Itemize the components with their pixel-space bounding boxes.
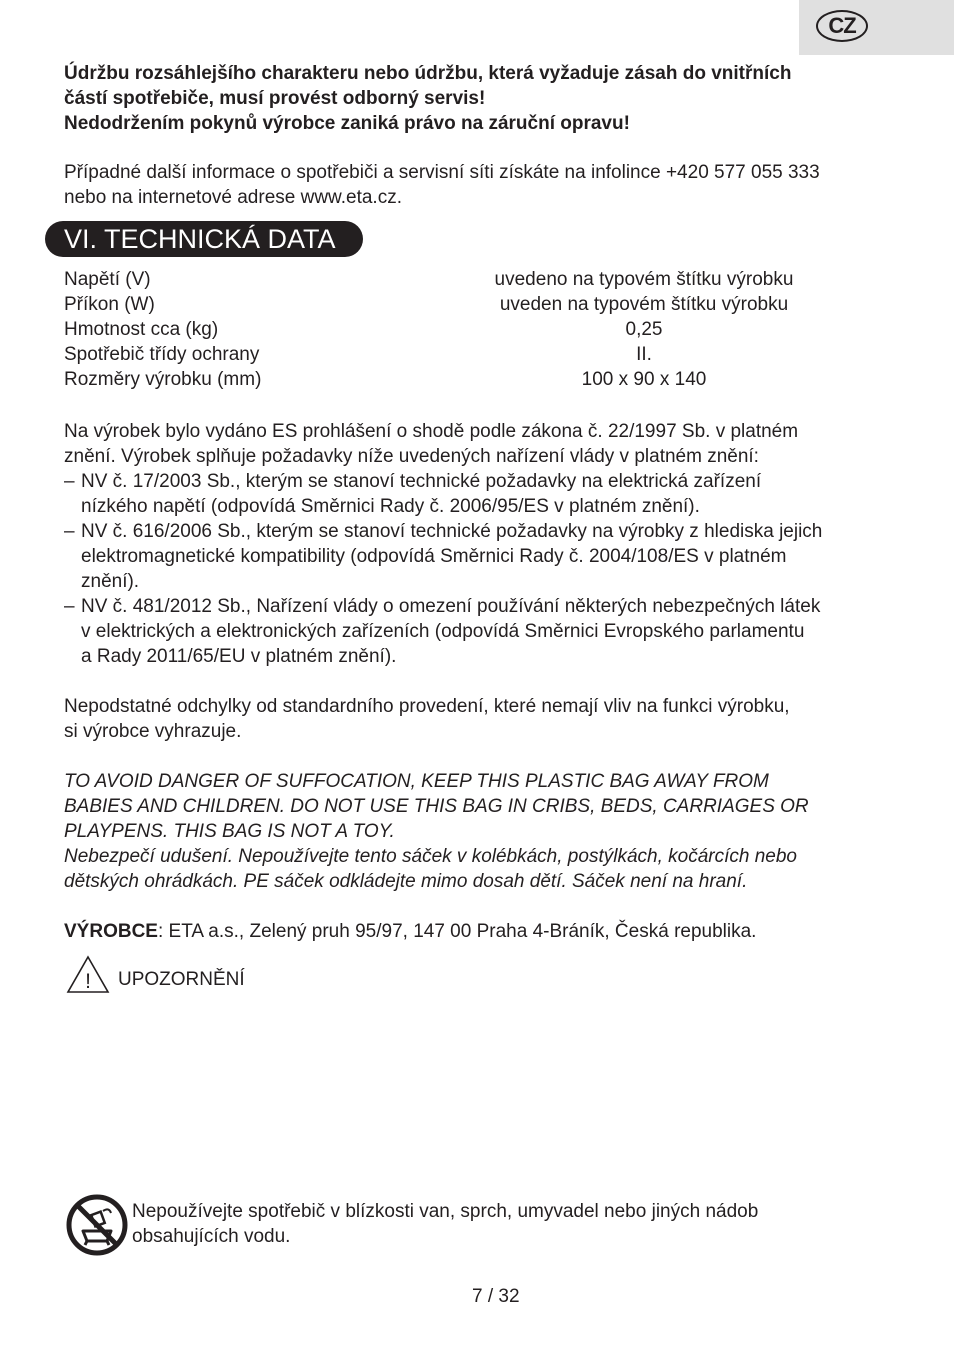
declaration-line: znění. Výrobek splňuje požadavky níže uvedených nařízení vlády v platném znění: xyxy=(64,446,759,467)
service-notice-line: Údržbu rozsáhlejšího charakteru nebo údržbu, která vyžaduje zásah do vnitřních xyxy=(64,63,792,84)
declaration-line: Na výrobek bylo vydáno ES prohlášení o shodě podle zákona č. 22/1997 Sb. v platném xyxy=(64,421,799,442)
water-notice-line: Nepoužívejte spotřebič v blízkosti van, sprch, umyvadel nebo jiných nádob xyxy=(132,1201,759,1222)
spec-row xyxy=(64,317,904,342)
bag-warning-line: BABIES AND CHILDREN. DO NOT USE THIS BAG IN CRIBS, BEDS, CARRIAGES OR xyxy=(64,796,809,817)
page-number: 7 / 32 xyxy=(472,1286,520,1307)
list-dash: – xyxy=(64,596,75,617)
svg-text:!: ! xyxy=(85,970,91,993)
spec-label: Hmotnost cca (kg) xyxy=(64,319,219,340)
deviation-line: si výrobce vyhrazuje. xyxy=(64,721,242,742)
warranty-notice-line: Nedodržením pokynů výrobce zaniká právo na záruční opravu! xyxy=(64,113,630,134)
regulation-line: NV č. 17/2003 Sb., kterým se stanoví technické požadavky na elektrická zařízení xyxy=(81,471,762,492)
deviation-line: Nepodstatné odchylky od standardního provedení, které nemají vliv na funkci výrobku, xyxy=(64,696,790,717)
spec-value: 0,25 xyxy=(625,319,663,340)
spec-value: uvedeno na typovém štítku výrobku xyxy=(494,269,794,290)
regulation-line: nízkého napětí (odpovídá Směrnici Rady č. 2006/95/ES v platném znění). xyxy=(81,496,700,517)
regulation-line: elektromagnetické kompatibility (odpovídá Směrnici Rady č. 2004/108/ES v platném xyxy=(81,546,787,567)
language-tab xyxy=(799,0,954,55)
manufacturer-address: : ETA a.s., Zelený pruh 95/97, 147 00 Praha 4-Bráník, Česká republika. xyxy=(157,921,757,942)
bag-warning-line: TO AVOID DANGER OF SUFFOCATION, KEEP THIS PLASTIC BAG AWAY FROM xyxy=(64,771,769,792)
declaration-paragraph xyxy=(64,419,904,669)
spec-value: II. xyxy=(636,344,652,365)
deviation-paragraph xyxy=(64,694,904,744)
water-notice-line: obsahujících vodu. xyxy=(132,1226,291,1247)
warning-triangle-icon xyxy=(66,955,110,995)
bag-warning-line: dětských ohrádkách. PE sáček odkládejte mimo dosah dětí. Sáček není na hraní. xyxy=(64,871,748,892)
info-line: Případné další informace o spotřebiči a servisní síti získáte na infolince +420 577 055 333 xyxy=(64,162,820,183)
list-dash: – xyxy=(64,471,75,492)
spec-value: uveden na typovém štítku výrobku xyxy=(499,294,789,315)
spec-value: 100 x 90 x 140 xyxy=(581,369,707,390)
manufacturer-line xyxy=(64,919,904,944)
spec-table xyxy=(64,267,904,392)
language-badge: CZ xyxy=(816,10,868,42)
regulation-line: znění). xyxy=(81,571,140,592)
regulation-line: NV č. 616/2006 Sb., kterým se stanoví technické požadavky na výrobky z hlediska jejich xyxy=(81,521,823,542)
spec-label: Rozměry výrobku (mm) xyxy=(64,369,262,390)
section-title: VI. TECHNICKÁ DATA xyxy=(45,221,363,257)
bag-warning xyxy=(64,769,904,894)
spec-row xyxy=(64,342,904,367)
water-notice xyxy=(132,1199,852,1249)
no-bath-use-icon xyxy=(65,1193,129,1257)
service-notice xyxy=(64,61,904,136)
bag-warning-line: PLAYPENS. THIS BAG IS NOT A TOY. xyxy=(64,821,395,842)
spec-label: Příkon (W) xyxy=(64,294,155,315)
regulation-line: NV č. 481/2012 Sb., Nařízení vlády o omezení používání některých nebezpečných látek xyxy=(81,596,821,617)
regulation-item xyxy=(64,469,904,519)
manufacturer-label: VÝROBCE xyxy=(64,921,158,942)
regulation-line: v elektrických a elektronických zařízeních (odpovídá Směrnici Evropského parlamentu xyxy=(81,621,805,642)
service-notice-line: částí spotřebiče, musí provést odborný servis! xyxy=(64,88,486,109)
spec-row xyxy=(64,292,904,317)
regulation-line: a Rady 2011/65/EU v platném znění). xyxy=(81,646,397,667)
spec-row xyxy=(64,267,904,292)
warning-label: UPOZORNĚNÍ xyxy=(118,969,245,990)
info-line: nebo na internetové adrese www.eta.cz. xyxy=(64,187,402,208)
spec-label: Napětí (V) xyxy=(64,269,151,290)
spec-row xyxy=(64,367,904,392)
spec-label: Spotřebič třídy ochrany xyxy=(64,344,260,365)
regulation-item xyxy=(64,594,904,669)
bag-warning-line: Nebezpečí udušení. Nepoužívejte tento sáček v kolébkách, postýlkách, kočárcích nebo xyxy=(64,846,797,867)
regulation-item xyxy=(64,519,904,594)
info-paragraph xyxy=(64,160,904,210)
list-dash: – xyxy=(64,521,75,542)
